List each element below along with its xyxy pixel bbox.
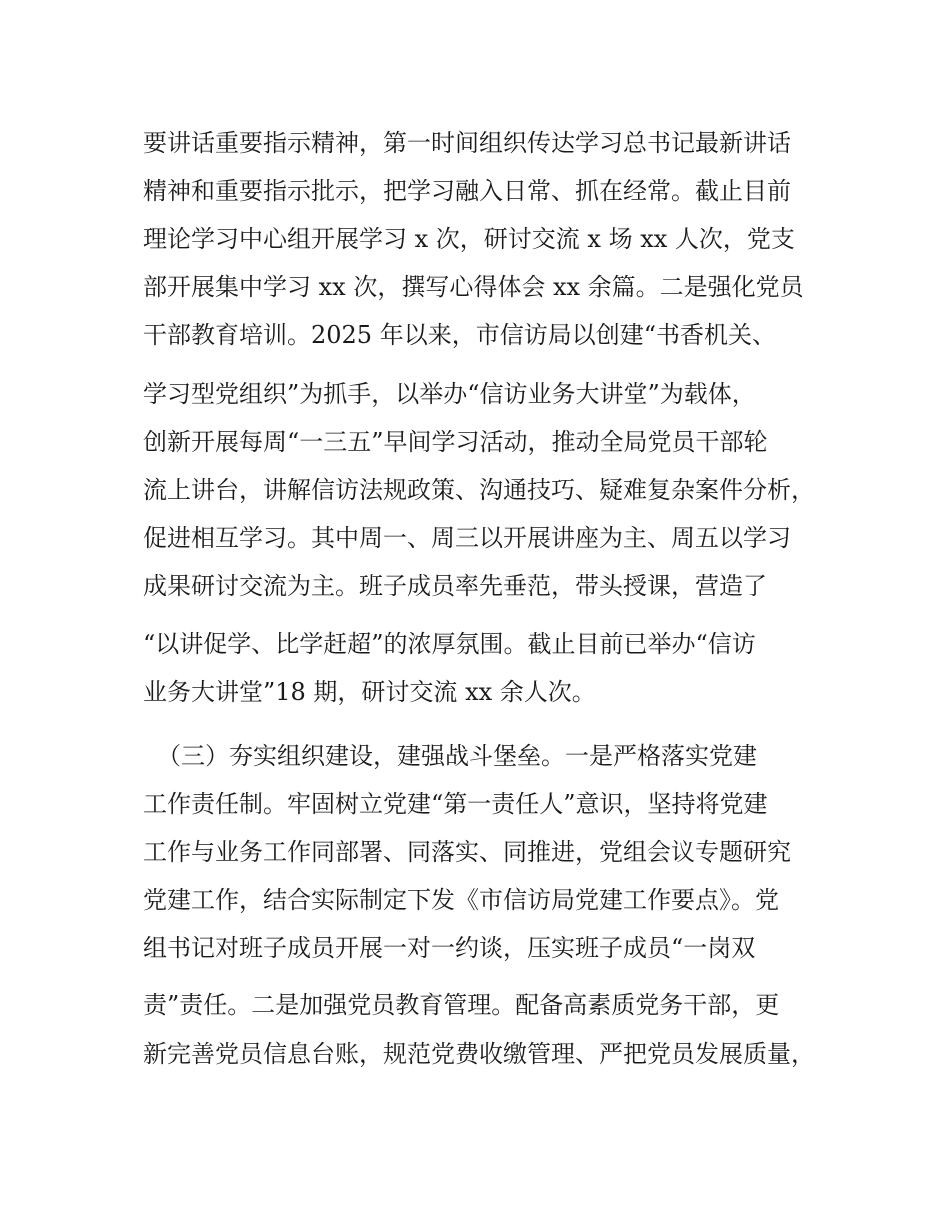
section-heading-line: （三）夯实组织建设，建强战斗堡垒。一是严格落实党建 <box>145 742 757 770</box>
text-line: 成果研讨交流为主。班子成员率先垂范，带头授课，营造了 <box>143 572 767 600</box>
text-line: 党建工作，结合实际制定下发《市信访局党建工作要点》。党 <box>143 886 779 914</box>
text-line: 组书记对班子成员开展一对一约谈，压实班子成员“一岗双 <box>143 934 756 962</box>
text-line: 理论学习中心组开展学习 x 次，研讨交流 x 场 xx 人次，党支 <box>143 225 795 253</box>
text-line: 精神和重要指示批示，把学习融入日常、抓在经常。截止目前 <box>143 177 791 205</box>
text-line: 部开展集中学习 xx 次，撰写心得体会 xx 余篇。二是强化党员 <box>143 273 804 301</box>
text-line: 新完善党员信息台账，规范党费收缴管理、严把党员发展质量， <box>143 1040 815 1068</box>
text-line: 责”责任。二是加强党员教育管理。配备高素质党务干部，更 <box>143 991 780 1019</box>
text-line: 学习型党组织”为抓手，以举办“信访业务大讲堂”为载体， <box>143 380 756 408</box>
text-line: “以讲促学、比学赶超”的浓厚氛围。截止目前已举办“信访 <box>143 630 756 658</box>
text-line: 促进相互学习。其中周一、周三以开展讲座为主、周五以学习 <box>143 524 791 552</box>
text-line: 流上讲台，讲解信访法规政策、沟通技巧、疑难复杂案件分析， <box>143 476 815 504</box>
text-line: 工作责任制。牢固树立党建“第一责任人”意识，坚持将党建 <box>143 790 768 818</box>
text-line: 干部教育培训。2025 年以来，市信访局以创建“书香机关、 <box>143 321 776 349</box>
text-line: 工作与业务工作同部署、同落实、同推进，党组会议专题研究 <box>143 838 791 866</box>
text-line: 创新开展每周“一三五”早间学习活动，推动全局党员干部轮 <box>143 428 768 456</box>
text-line: 要讲话重要指示精神，第一时间组织传达学习总书记最新讲话 <box>143 129 791 157</box>
text-line: 业务大讲堂”18 期，研讨交流 xx 余人次。 <box>143 678 596 706</box>
